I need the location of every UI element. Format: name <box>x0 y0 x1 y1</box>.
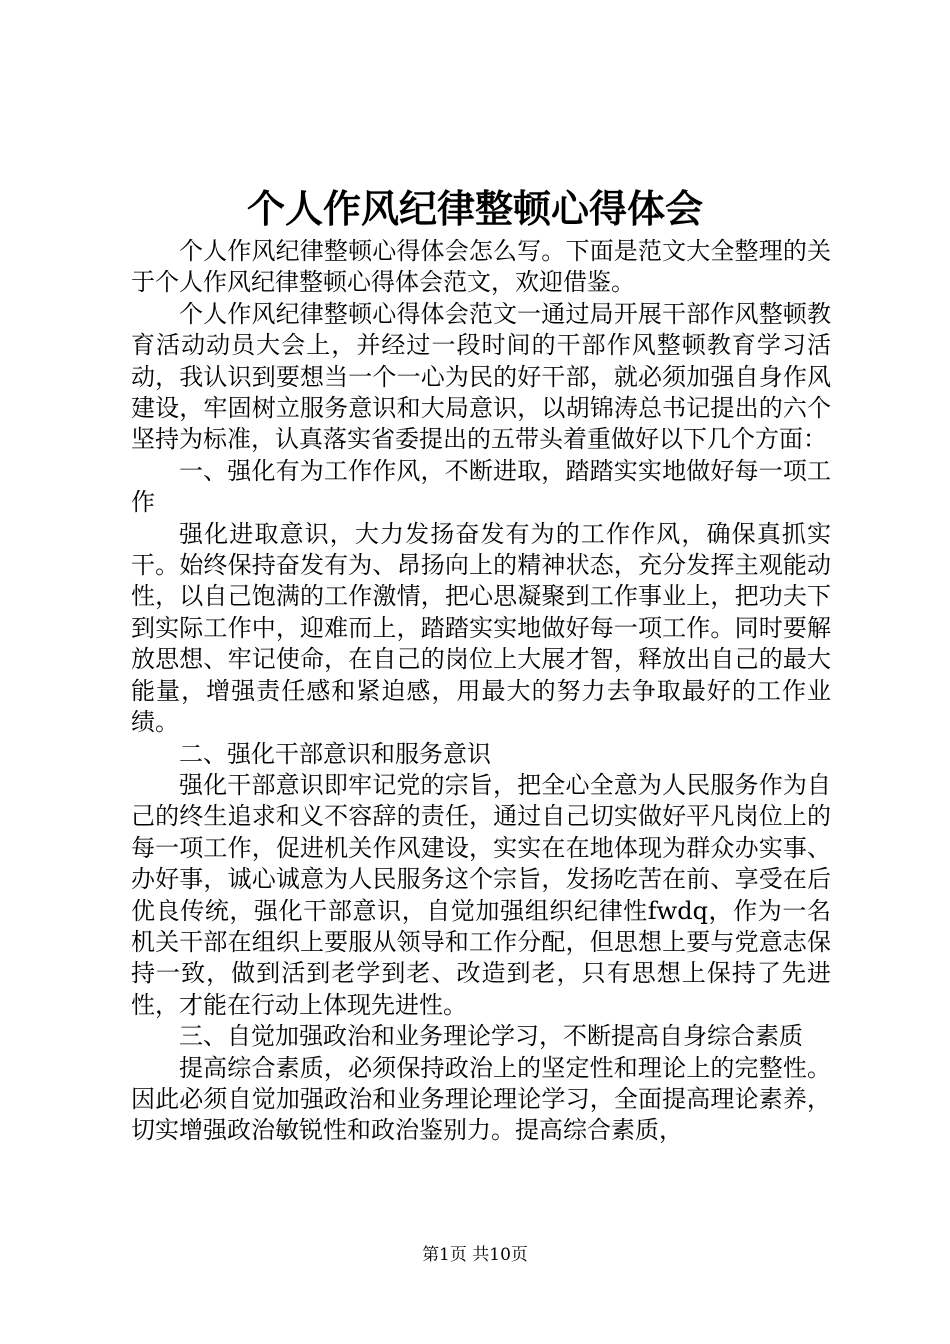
paragraph-essay-one-opening: 个人作风纪律整顿心得体会范文一通过局开展干部作风整顿教育活动动员大会上，并经过一段时间的干部作风整顿教育学习活动，我认识到要想当一个一心为民的好干部，就必须加强自身作风建设，牢固树立服务意识和大局意识，以胡锦涛总书记提出的六个坚持为标准，认真落实省委提出的五带头着重做好以下几个方面： <box>131 299 831 454</box>
section-heading-three: 三、自觉加强政治和业务理论学习，不断提高自身综合素质 <box>179 1022 803 1051</box>
paragraph-section-three: 提高综合素质，必须保持政治上的坚定性和理论上的完整性。因此必须自觉加强政治和业务理论理论学习，全面提高理论素养，切实增强政治敏锐性和政治鉴别力。提高综合素质， <box>131 1053 831 1145</box>
section-heading-one: 一、强化有为工作作风，不断进取，踏踏实实地做好每一项工作 <box>131 456 831 517</box>
page-number-footer: 第1页 共10页 <box>422 1245 528 1265</box>
section-heading-two: 二、强化干部意识和服务意识 <box>179 739 491 768</box>
paragraph-section-two: 强化干部意识即牢记党的宗旨，把全心全意为人民服务作为自己的终生追求和义不容辞的责任，通过自己切实做好平凡岗位上的每一项工作，促进机关作风建设，实实在在地体现为群众办实事、办好事，诚心诚意为人民服务这个宗旨，发扬吃苦在前、享受在后优良传统，强化干部意识，自觉加强组织纪律性fwdq，作为一名机关干部在组织上要服从领导和工作分配，但思想上要与党意志保持一致，做到活到老学到老、改造到老，只有思想上保持了先进性，才能在行动上体现先进性。 <box>131 770 831 1019</box>
document-body <box>131 236 831 1147</box>
document-title: 个人作风纪律整顿心得体会 <box>246 186 703 231</box>
paragraph-intro: 个人作风纪律整顿心得体会怎么写。下面是范文大全整理的关于个人作风纪律整顿心得体会范文，欢迎借鉴。 <box>131 237 831 297</box>
paragraph-section-one: 强化进取意识，大力发扬奋发有为的工作作风，确保真抓实干。始终保持奋发有为、昂扬向上的精神状态，充分发挥主观能动性，以自己饱满的工作激情，把心思凝聚到工作事业上，把功夫下到实际工作中，迎难而上，踏踏实实地做好每一项工作。同时要解放思想、牢记使命，在自己的岗位上大展才智，释放出自己的最大能量，增强责任感和紧迫感，用最大的努力去争取最好的工作业绩。 <box>131 519 831 737</box>
